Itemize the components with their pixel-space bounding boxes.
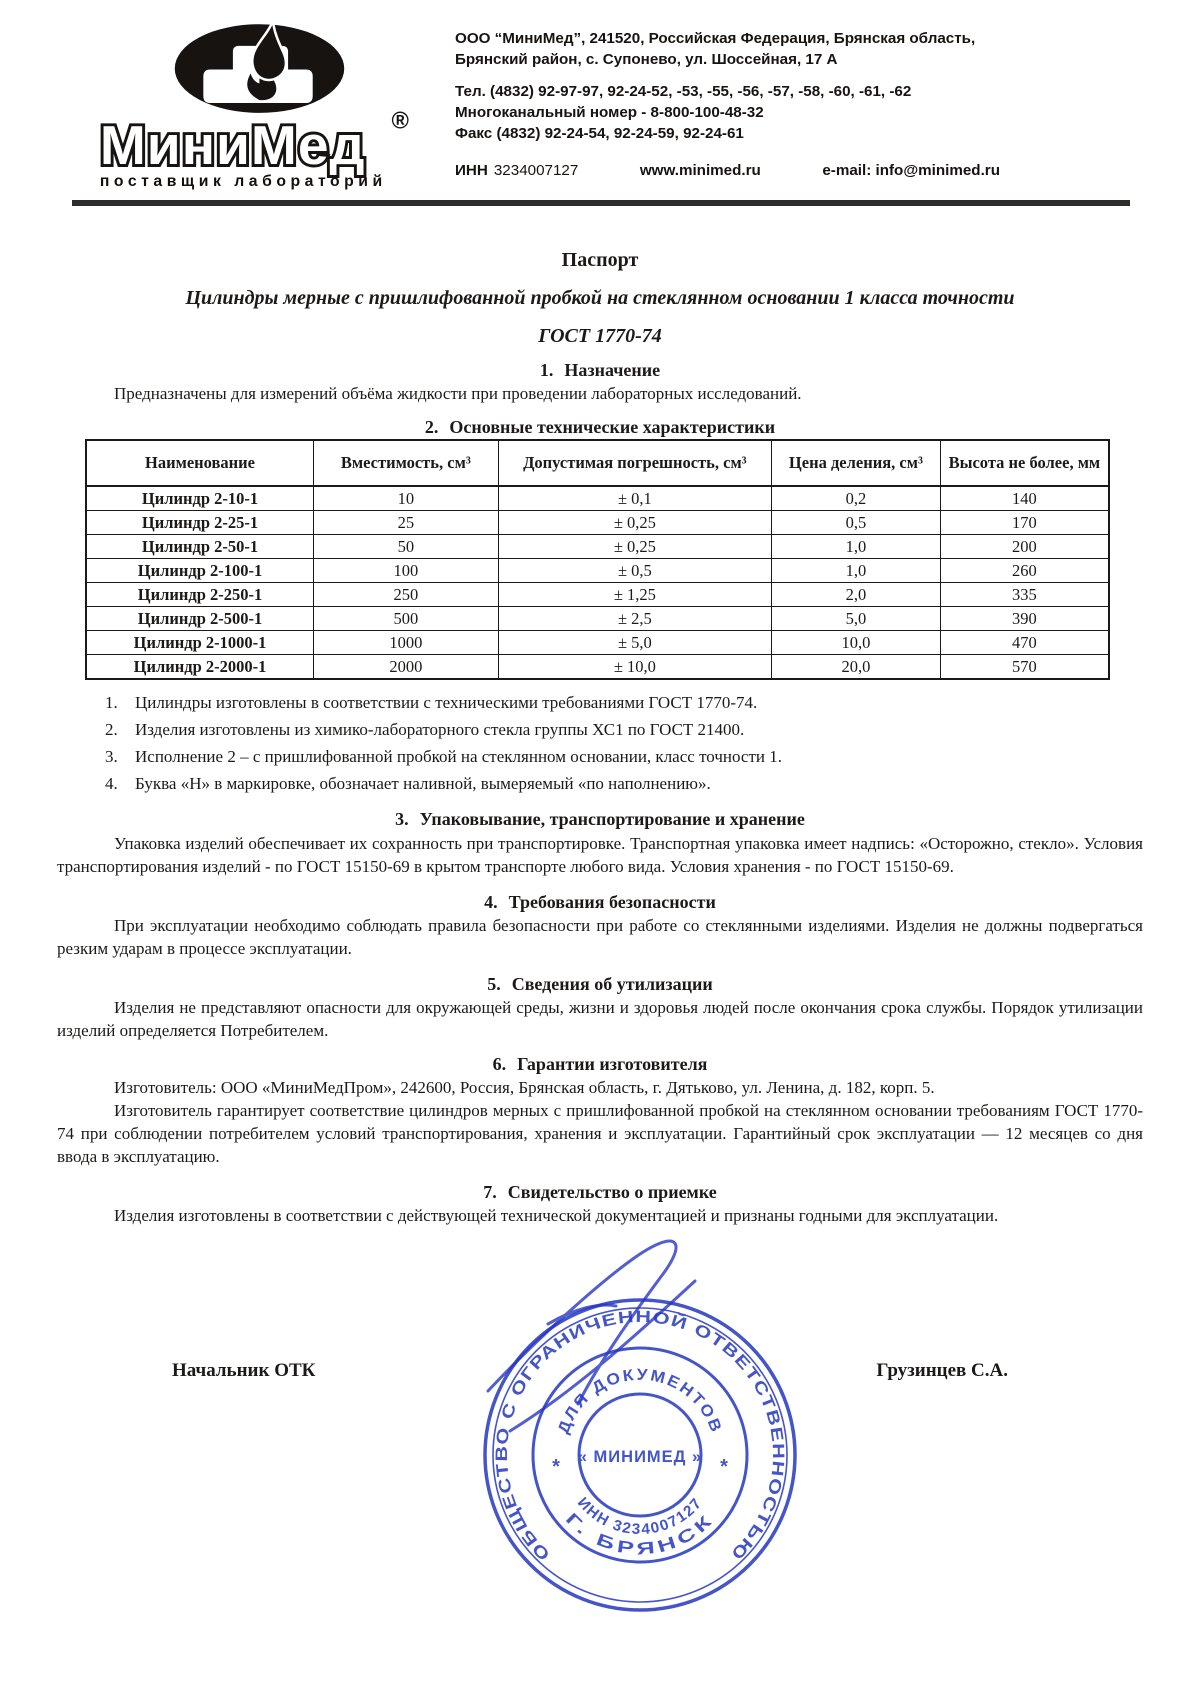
cell-name: Цилиндр 2-500-1 <box>86 607 314 631</box>
minimed-logo-graphic <box>92 20 427 190</box>
stamp-city-text: Г. БРЯНСК <box>561 1509 714 1559</box>
note-number: 4. <box>105 774 118 793</box>
company-phones <box>455 81 1000 144</box>
fax-line: Факс (4832) 92-24-54, 92-24-59, 92-24-61 <box>455 125 744 142</box>
section-title: Основные технические характеристики <box>449 417 776 437</box>
cell-name: Цилиндр 2-10-1 <box>86 486 314 511</box>
cell-tolerance: ± 0,1 <box>498 486 771 511</box>
cell-graduation: 20,0 <box>772 655 941 680</box>
section-heading-packaging <box>57 807 1143 831</box>
purpose-paragraph: Предназначены для измерений объёма жидкости при проведении лабораторных исследований. <box>114 384 802 403</box>
cell-graduation: 10,0 <box>772 631 941 655</box>
email-link: e-mail: info@minimed.ru <box>822 162 1000 179</box>
cell-height: 570 <box>940 655 1109 680</box>
table-row <box>86 511 1109 535</box>
cell-name: Цилиндр 2-2000-1 <box>86 655 314 680</box>
specs-table-header <box>86 440 1109 486</box>
gost-standard: ГОСТ 1770-74 <box>538 325 662 347</box>
col-header-name: Наименование <box>86 440 314 486</box>
company-contact-block <box>455 28 1000 181</box>
col-header-capacity: Вместимость, см³ <box>314 440 499 486</box>
note-text: Изделия изготовлены из химико-лабораторного стекла группы ХС1 по ГОСТ 21400. <box>135 720 745 739</box>
cell-capacity: 100 <box>314 559 499 583</box>
specs-table <box>85 439 1110 680</box>
section-title: Требования безопасности <box>508 892 716 912</box>
table-row <box>86 607 1109 631</box>
section-number: 3. <box>395 809 409 829</box>
section-title: Упаковывание, транспортирование и хранение <box>419 809 805 829</box>
table-row <box>86 655 1109 680</box>
table-row <box>86 583 1109 607</box>
multichannel-line: Многоканальный номер - 8-800-100-48-32 <box>455 104 764 121</box>
logo-brand-text: МиниМед <box>99 114 366 177</box>
stamp-outer-text: ОБЩЕСТВО С ОГРАНИЧЕННОЙ ОТВЕТСТВЕННОСТЬЮ <box>492 1307 788 1564</box>
document-subtitle: Цилиндры мерные с пришлифованной пробкой на стеклянном основании 1 класса точности <box>185 287 1015 309</box>
cell-name: Цилиндр 2-1000-1 <box>86 631 314 655</box>
cell-capacity: 2000 <box>314 655 499 680</box>
cell-height: 335 <box>940 583 1109 607</box>
logo-tagline: поставщик лабораторий <box>99 172 387 190</box>
col-header-graduation: Цена деления, см³ <box>772 440 941 486</box>
cell-capacity: 10 <box>314 486 499 511</box>
section-title: Сведения об утилизации <box>511 974 713 994</box>
inn-value: 3234007127 <box>493 162 579 179</box>
cell-height: 140 <box>940 486 1109 511</box>
phone-line: Тел. (4832) 92-97-97, 92-24-52, -53, -55, -56, -57, -58, -60, -61, -62 <box>455 83 912 100</box>
section-number: 1. <box>539 360 554 380</box>
section-heading-purpose <box>57 358 1143 382</box>
stamp-star-right-icon: * <box>720 1456 728 1478</box>
table-row <box>86 559 1109 583</box>
cell-tolerance: ± 0,5 <box>498 559 771 583</box>
section-title: Гарантии изготовителя <box>517 1054 708 1074</box>
note-number: 1. <box>105 693 118 712</box>
inn-block <box>455 160 578 181</box>
cell-height: 260 <box>940 559 1109 583</box>
col-header-height: Высота не более, мм <box>940 440 1109 486</box>
list-item <box>57 692 1143 714</box>
cell-graduation: 1,0 <box>772 559 941 583</box>
company-logo <box>92 20 427 195</box>
note-text: Цилиндры изготовлены в соответствии с техническими требованиями ГОСТ 1770-74. <box>135 693 758 712</box>
section-title: Свидетельство о приемке <box>507 1182 717 1202</box>
cell-height: 470 <box>940 631 1109 655</box>
cell-tolerance: ± 2,5 <box>498 607 771 631</box>
cell-capacity: 1000 <box>314 631 499 655</box>
section-heading-specs <box>57 415 1143 439</box>
list-item <box>57 719 1143 741</box>
document-title: Паспорт <box>561 249 639 271</box>
warranty-paragraph: Изготовитель гарантирует соответствие цилиндров мерных с пришлифованной пробкой на стеклянном основании требованиям ГОСТ 1770-74 при соблюдении потребителем условий транспортирования, хранения и эксплуатации. Гарантийный срок эксплуатации — 12 месяцев со дня ввода в эксплуатацию. <box>57 1101 1143 1166</box>
cell-graduation: 0,5 <box>772 511 941 535</box>
table-row <box>86 631 1109 655</box>
notes-list <box>57 692 1143 795</box>
cell-name: Цилиндр 2-100-1 <box>86 559 314 583</box>
signature-stroke <box>510 1281 695 1431</box>
company-address <box>455 28 1000 70</box>
safety-paragraph: При эксплуатации необходимо соблюдать правила безопасности при работе со стеклянными изделиями. Изделия не должны подвергаться резким ударам в процессе эксплуатации. <box>57 916 1143 958</box>
cell-name: Цилиндр 2-25-1 <box>86 511 314 535</box>
company-ids-row <box>455 160 1000 181</box>
cell-graduation: 1,0 <box>772 535 941 559</box>
note-text: Буква «Н» в маркировке, обозначает наливной, вымеряемый «по наполнению». <box>135 774 711 793</box>
packaging-paragraph: Упаковка изделий обеспечивает их сохранность при транспортировке. Транспортная упаковка имеет надпись: «Осторожно, стекло». Условия транспортирования изделий - по ГОСТ 15150-69 в крытом транспорте любого вида. Условия хранения - по ГОСТ 15150-69. <box>57 834 1143 876</box>
list-item <box>57 746 1143 768</box>
note-number: 3. <box>105 747 118 766</box>
stamp-star-left-icon: * <box>552 1456 560 1478</box>
address-line-1: ООО “МиниМед”, 241520, Российская Федерация, Брянская область, <box>455 30 976 47</box>
section-heading-warranty <box>57 1052 1143 1076</box>
section-title: Назначение <box>564 360 661 380</box>
cell-height: 170 <box>940 511 1109 535</box>
cell-height: 390 <box>940 607 1109 631</box>
handwritten-signature <box>450 1226 870 1571</box>
cell-tolerance: ± 5,0 <box>498 631 771 655</box>
section-heading-safety <box>57 890 1143 914</box>
cell-graduation: 2,0 <box>772 583 941 607</box>
col-header-tolerance: Допустимая погрешность, см³ <box>498 440 771 486</box>
stamp-for-documents-text: ДЛЯ ДОКУМЕНТОВ <box>555 1366 725 1437</box>
signature-strokes <box>450 1226 870 1566</box>
document-body <box>57 240 1143 1227</box>
cell-capacity: 25 <box>314 511 499 535</box>
signatory-position: Начальник ОТК <box>172 1360 316 1381</box>
recycling-paragraph: Изделия не представляют опасности для окружающей среды, жизни и здоровья людей после окончания срока службы. Порядок утилизации изделий определяется Потребителем. <box>57 998 1143 1040</box>
signatory-name: Грузинцев С.А. <box>876 1360 1008 1381</box>
list-item <box>57 773 1143 795</box>
cell-graduation: 5,0 <box>772 607 941 631</box>
note-text: Исполнение 2 – с пришлифованной пробкой на стеклянном основании, класс точности 1. <box>135 747 782 766</box>
cell-tolerance: ± 0,25 <box>498 511 771 535</box>
cell-tolerance: ± 10,0 <box>498 655 771 680</box>
header-divider <box>72 200 1130 206</box>
table-header-row <box>86 440 1109 486</box>
acceptance-paragraph: Изделия изготовлены в соответствии с действующей технической документацией и признаны годными для эксплуатации. <box>114 1206 999 1225</box>
table-row <box>86 486 1109 511</box>
section-number: 5. <box>487 974 501 994</box>
section-number: 6. <box>492 1054 507 1074</box>
note-number: 2. <box>105 720 118 739</box>
cell-graduation: 0,2 <box>772 486 941 511</box>
cell-height: 200 <box>940 535 1109 559</box>
cell-name: Цилиндр 2-250-1 <box>86 583 314 607</box>
registered-trademark-icon: ® <box>391 108 409 135</box>
cell-capacity: 500 <box>314 607 499 631</box>
section-heading-acceptance <box>57 1180 1143 1204</box>
section-number: 4. <box>484 892 498 912</box>
section-heading-recycling <box>57 972 1143 996</box>
cell-capacity: 250 <box>314 583 499 607</box>
cell-tolerance: ± 0,25 <box>498 535 771 559</box>
cell-capacity: 50 <box>314 535 499 559</box>
manufacturer-paragraph: Изготовитель: ООО «МиниМедПром», 242600, Россия, Брянская область, г. Дятьково, ул. Ленина, д. 182, корп. 5. <box>114 1078 935 1097</box>
cell-name: Цилиндр 2-50-1 <box>86 535 314 559</box>
cell-tolerance: ± 1,25 <box>498 583 771 607</box>
table-row <box>86 535 1109 559</box>
website-link: www.minimed.ru <box>639 162 761 179</box>
section-number: 2. <box>424 417 439 437</box>
section-number: 7. <box>483 1182 497 1202</box>
inn-label: ИНН <box>455 162 488 179</box>
address-line-2: Брянский район, с. Супонево, ул. Шоссейная, 17 А <box>455 51 838 68</box>
stamp-center-text: « МИНИМЕД » <box>577 1448 703 1466</box>
stamp-inn-text: ИНН 3234007127 <box>573 1494 706 1539</box>
